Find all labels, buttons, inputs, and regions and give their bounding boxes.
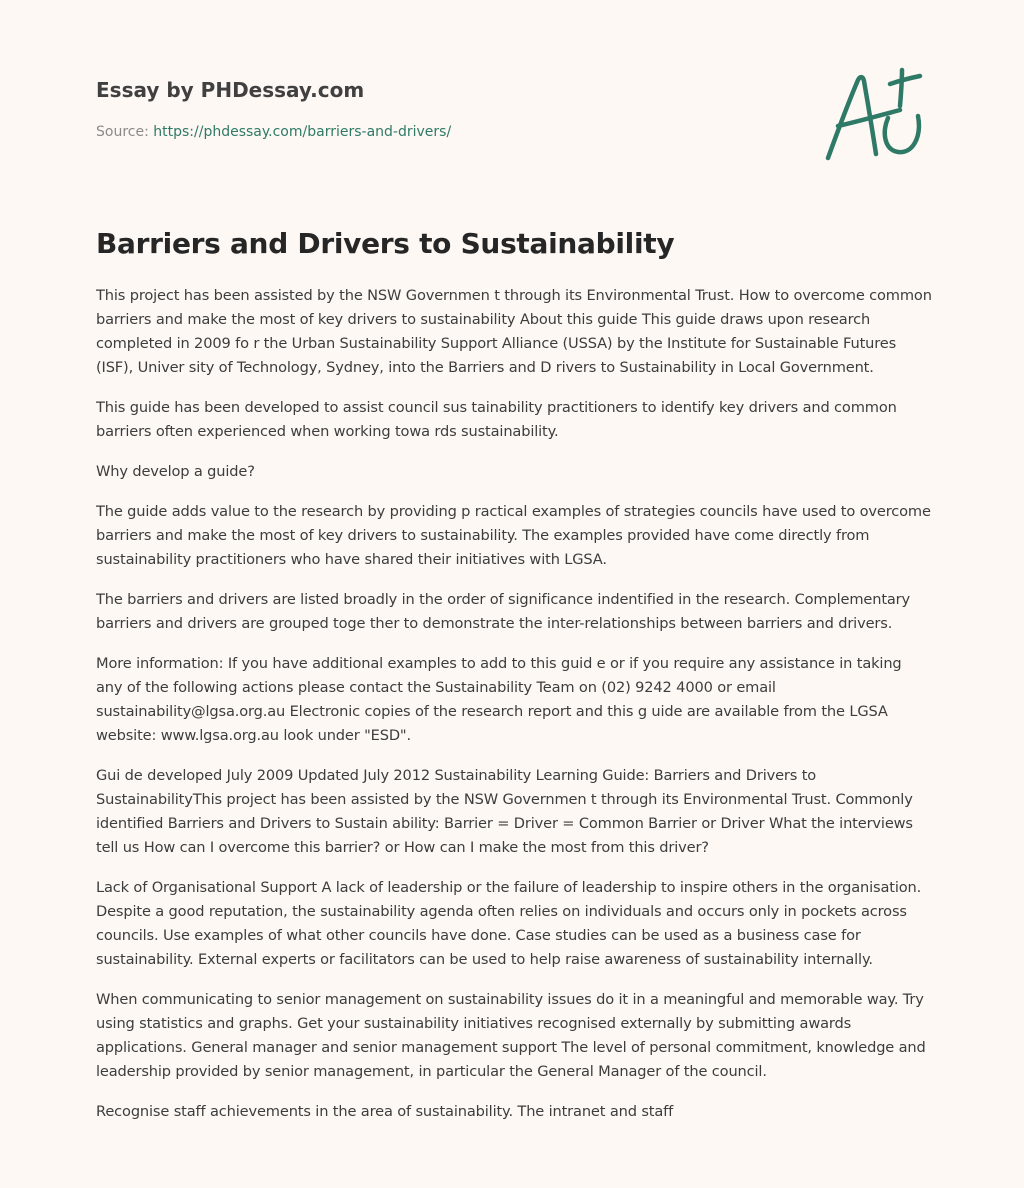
- source-label: Source:: [96, 124, 149, 140]
- essay-paragraph: Recognise staff achievements in the area of sustainability. The intranet and staff: [96, 1103, 674, 1120]
- source-line: [96, 122, 696, 142]
- essay-paragraph: This guide has been developed to assist council sus tainability practitioners to identify key drivers and common barriers often experienced when working towa rds sustainability.: [96, 399, 897, 440]
- essay-paragraph: Why develop a guide?: [96, 463, 255, 480]
- essay-body: [96, 284, 932, 1140]
- essay-title: Barriers and Drivers to Sustainability: [96, 227, 675, 260]
- a-plus-logo-icon: [818, 66, 928, 166]
- site-header: [96, 72, 696, 142]
- essay-paragraph: This project has been assisted by the NSW Governmen t through its Environmental Trust. How to overcome common barriers and make the most of key drivers to sustainability About this guide This guide draws upon research completed in 2009 fo r the Urban Sustainability Support Alliance (USSA) by the Institute for Sustainable Futures (ISF), Univer sity of Technology, Sydney, into the Barriers and D rivers to Sustainability in Local Government.: [96, 287, 932, 376]
- site-title: Essay by PHDessay.com: [96, 78, 365, 102]
- essay-paragraph: Lack of Organisational Support A lack of leadership or the failure of leadership to inspire others in the organisation. Despite a good reputation, the sustainability agenda often relies on individuals and occurs only in pockets across councils. Use examples of what other councils have done. Case studies can be used as a business case for sustainability. External experts or facilitators can be used to help raise awareness of sustainability internally.: [96, 879, 922, 968]
- essay-paragraph: The guide adds value to the research by providing p ractical examples of strategies councils have used to overcome barriers and make the most of key drivers to sustainability. The examples provided have come directly from sustainability practitioners who have shared their initiatives with LGSA.: [96, 503, 931, 568]
- essay-paragraph: When communicating to senior management on sustainability issues do it in a meaningful and memorable way. Try using statistics and graphs. Get your sustainability initiatives recognised externally by submitting awards applications. General manager and senior management support The level of personal commitment, knowledge and leadership provided by senior management, in particular the General Manager of the council.: [96, 991, 926, 1080]
- essay-paragraph: Gui de developed July 2009 Updated July 2012 Sustainability Learning Guide: Barriers and Drivers to SustainabilityThis project has been assisted by the NSW Governmen t through its Environmental Trust. Commonly identified Barriers and Drivers to Sustain ability: Barrier = Driver = Common Barrier or Driver What the interviews tell us How can I overcome this barrier? or How can I make the most from this driver?: [96, 767, 913, 856]
- source-link[interactable]: https://phdessay.com/barriers-and-drivers/: [153, 124, 452, 140]
- essay-paragraph: The barriers and drivers are listed broadly in the order of significance indentified in the research. Complementary barriers and drivers are grouped toge ther to demonstrate the inter-relationships between barriers and drivers.: [96, 591, 911, 632]
- essay-paragraph: More information: If you have additional examples to add to this guid e or if you require any assistance in taking any of the following actions please contact the Sustainability Team on (02) 9242 4000 or email sustainability@lgsa.org.au Electronic copies of the research report and this g uide are available from the LGSA website: www.lgsa.org.au look under "ESD".: [96, 655, 902, 744]
